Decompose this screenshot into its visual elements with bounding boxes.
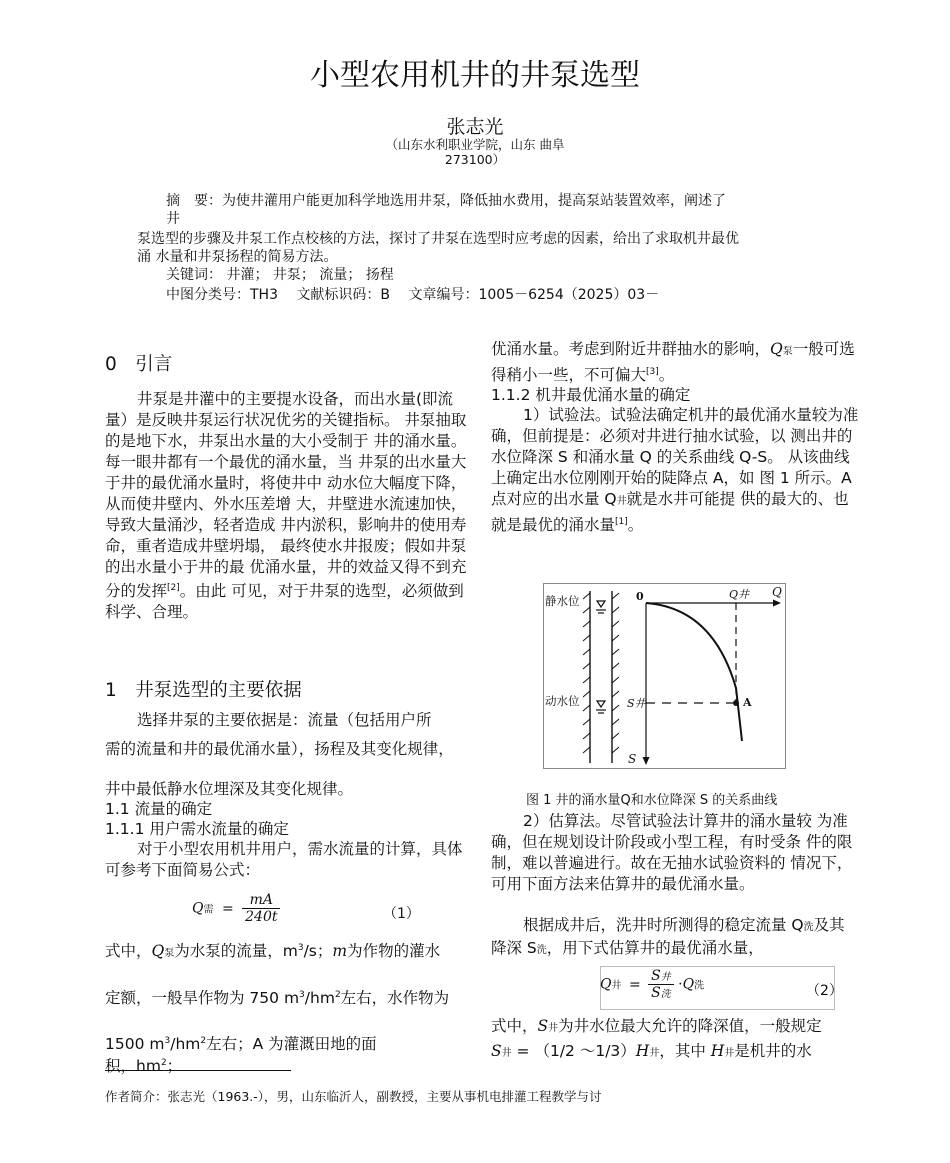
eq1-explanation-1: 式中，Q泵为水泵的流量，$m^3/s$；m为作物的灌水	[105, 942, 441, 961]
q-well-label: Q井	[729, 588, 750, 601]
s-axis-label: S	[628, 752, 637, 766]
dynamic-level-symbol	[596, 701, 606, 713]
point-a	[733, 700, 739, 706]
intro-text: 井泵是井灌中的主要提水设备，而出水量(即流量）是反映井泵运行状况优劣的关键指标。 井泵抽取的是地下水，井泵出水量的大小受制于 井的涌水量。每一眼井都有一个最优的涌水量，当 井泵的出水量大于井的最优涌水量时，将使井中 动水位大幅度下降，从而使井壁内、外水压差增 大，井壁进水流速加快，导致大量涌沙，轻者造成 井内淤积，影响井的使用寿命，重者造成井壁坍塌， 最终使水井报废；假如井泵的出水量小于井的最 优涌水量，井的效益又得不到充分的发挥	[105, 390, 467, 601]
section-0-heading: 0 引言	[105, 354, 173, 375]
right-para-1: 优涌水量。考虑到附近井群抽水的影响，Q泵一般可选得稍小一些，不可偏大[3]。	[491, 340, 855, 385]
figure-1-caption: 图 1 井的涌水量Q和水位降深 S 的关系曲线	[526, 793, 778, 808]
eq1-explanation-4: 积，$hm^2$；	[105, 1057, 183, 1076]
point-a-label: A	[743, 696, 752, 709]
footnote: 作者简介：张志光（1963.-），男，山东临沂人，副教授，主要从事机电排灌工程教学与讨	[105, 1089, 602, 1104]
keywords: 关键词： 井灌； 井泵； 流量； 扬程	[166, 267, 394, 283]
section-1-heading: 1 井泵选型的主要依据	[105, 680, 302, 701]
eq1-fraction: $\frac{mA}{240t}$	[242, 892, 280, 925]
dynamic-water-level-label: 动水位	[545, 694, 580, 708]
eq1-explanation-3: 1500 $m^3/hm^2$左右；A 为灌溉田地的面	[105, 1035, 377, 1054]
heading-1-1-1: 1.1.1 用户需水流量的确定	[105, 820, 289, 838]
affiliation-line2: 273100）	[444, 152, 506, 167]
wall-hatching	[583, 593, 619, 753]
intro-text-end: 。由此 可见，对于井泵的选型，必须做到科学、合理。	[105, 582, 464, 622]
eq1-q: Q	[192, 900, 204, 917]
abstract-line4: 涌 水量和井泵扬程的简易方法。	[137, 249, 338, 265]
classification: 中图分类号：TH3 文献标识码：B 文章编号：1005－6254（2025）03－	[166, 287, 660, 303]
equation-1: Q需 = $\frac{mA}{240t}$	[192, 892, 280, 925]
estimate-method-paragraph: 2）估算法。尽管试验法计算井的涌水量较 为准确，但在规划设计阶段或小型工程，有时受条 件的限制，难以普遍进行。故在无抽水试验资料的 情况下，可用下面方法来估算井的最优涌水量。	[491, 812, 853, 893]
author-name: 张志光	[446, 116, 504, 138]
heading-1-1: 1.1 流量的确定	[105, 800, 213, 818]
test-method-paragraph: 1）试验法。试验法确定机井的最优涌水量较为准确，但前提是：必须对井进行抽水试验，以 测出井的水位降深 S 和涌水量 Q 的关系曲线 Q-S。 从该曲线上确定出水位刚刚开始的陡降点 A，如 图 1 所示。A 点对应的出水量 Q井就是水井可能提 供的最大的、也就是最优的涌水量[1]。	[491, 406, 859, 535]
basis-line1: 选择井泵的主要依据是：流量（包括用户所	[137, 711, 432, 729]
abstract-line2: 井	[166, 211, 180, 227]
figure-frame	[544, 584, 786, 769]
eq1-sub: 需	[203, 904, 214, 916]
eq2-explanation-2: S井 = （1/2 ～1/3）H井，其中 H井是机井的水	[491, 1042, 812, 1060]
estimate-formula-intro: 根据成井后，洗井时所测得的稳定流量 Q洗及其降深 S洗，用下式估算井的最优涌水量，	[491, 916, 845, 957]
eq2-label: （2）	[806, 983, 843, 999]
q-axis-arrow	[773, 600, 781, 607]
abstract-line3: 泵选型的步骤及井泵工作点校核的方法，探讨了井泵在选型时应考虑的因素，给出了求取机井最优	[137, 231, 739, 247]
affiliation	[0, 137, 950, 167]
s-well-label: S井	[627, 697, 646, 710]
s-axis-arrow	[643, 757, 650, 765]
origin-label: 0	[636, 590, 644, 603]
q-axis-label: Q	[772, 585, 782, 599]
ref-1: [1]	[615, 517, 628, 527]
formula-intro: 对于小型农用机井用户，需水流量的计算，具体可参考下面简易公式：	[105, 840, 463, 879]
static-water-level-label: 静水位	[545, 594, 580, 608]
figure-1	[543, 583, 786, 769]
paper-title: 小型农用机井的井泵选型	[310, 58, 640, 93]
eq2-fraction: $\frac{\text{S井}}{\text{S洗}}$	[648, 968, 674, 1001]
q-s-curve	[646, 603, 742, 741]
ref-2: [2]	[167, 583, 180, 593]
affiliation-line1: （山东水利职业学院，山东 曲阜	[385, 137, 565, 152]
ref-3: [3]	[646, 367, 659, 377]
footnote-rule	[105, 1070, 291, 1071]
intro-paragraph	[105, 389, 467, 623]
equation-2: Q井 = $\frac{\text{S井}}{\text{S洗}}$ ·Q洗	[600, 968, 705, 1001]
static-level-symbol	[596, 601, 606, 613]
eq2-explanation-1: 式中，S井为井水位最大允许的降深值，一般规定	[491, 1017, 822, 1035]
eq1-explanation-2: 定额，一般旱作物为 750 $m^3/hm^2$左右，水作物为	[105, 989, 450, 1008]
basis-line3: 井中最低静水位埋深及其变化规律。	[105, 780, 354, 798]
eq1-label: （1）	[383, 906, 420, 922]
basis-line2: 需的流量和井的最优涌水量），扬程及其变化规律，	[105, 740, 454, 758]
abstract-line1: 摘 要：为使井灌用户能更加科学地选用井泵，降低抽水费用，提高泵站装置效率，阐述了	[166, 193, 726, 209]
heading-1-1-2: 1.1.2 机井最优涌水量的确定	[491, 386, 691, 404]
